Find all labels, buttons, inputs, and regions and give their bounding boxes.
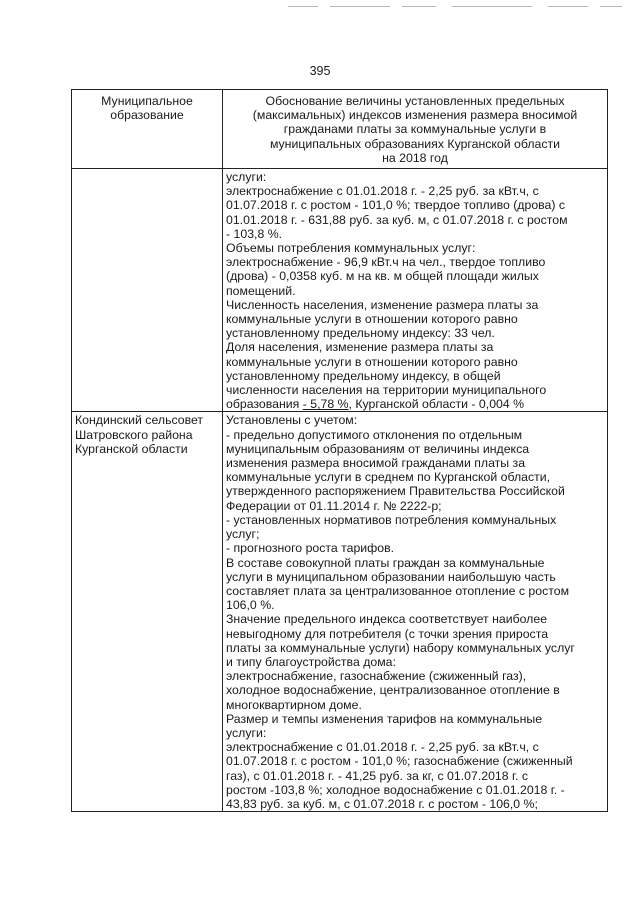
header-line: образование <box>110 108 184 123</box>
text-line: В составе совокупной платы граждан за коммунальные <box>226 555 545 570</box>
justification-cell <box>223 412 608 812</box>
text-line: установленному предельному индексу: 33 чел. <box>226 326 495 341</box>
text-line: составляет плата за централизованное отопление с ростом <box>226 583 570 598</box>
text-line: услуг; <box>226 527 260 542</box>
table-row <box>72 169 608 412</box>
text-line: - прогнозного роста тарифов. <box>226 541 395 556</box>
text-line: услуги: <box>226 170 267 185</box>
text-line: 01.07.2018 г. с ростом - 101,0 %; твердое топливо (дрова) с <box>226 198 566 213</box>
municipality-line: Курганской области <box>75 441 188 456</box>
text-line: газ), с 01.01.2018 г. - 41,25 руб. за кг, с 01.07.2018 г. с <box>226 768 528 783</box>
text-line: платы за коммунальные услуги) набору коммунальных услуг <box>226 640 575 655</box>
text-line: электроснабжение с 01.01.2018 г. - 2,25 руб. за кВт.ч, с <box>226 184 539 199</box>
header-line: (максимальных) индексов изменения размера вносимой <box>252 108 578 123</box>
text-line: 43,83 руб. за куб. м, с 01.07.2018 г. с ростом - 106,0 %; <box>226 796 538 811</box>
municipality-line: Шатровского района <box>75 427 193 442</box>
table-row <box>72 412 608 812</box>
text-line: Доля населения, изменение размера платы за <box>226 340 494 355</box>
text-line: - 103,8 %. <box>226 226 283 241</box>
header-line: на 2018 год <box>382 150 448 165</box>
text-line: 106,0 %. <box>226 598 275 613</box>
text-line: многоквартирном доме. <box>226 697 362 712</box>
text-line: Федерации от 01.11.2014 г. № 2222-р; <box>226 498 442 513</box>
text-line: коммунальные услуги в отношении которого равно <box>226 312 518 327</box>
text-line: коммунальные услуги в среднем по Курганской области, <box>226 470 551 485</box>
tariff-justification-table <box>71 89 608 812</box>
text-line: 01.07.2018 г. с ростом - 101,0 %; газоснабжение (сжиженный <box>226 754 573 769</box>
header-municipality <box>72 90 223 169</box>
page-number: 395 <box>309 64 331 78</box>
text-line: электроснабжение - 96,9 кВт.ч на чел., твердое топливо <box>226 255 546 270</box>
text-line: образования - 5,78 %, Курганской области - 0,004 % <box>226 397 525 412</box>
header-line: Обоснование величины установленных предельных <box>265 94 565 108</box>
text-line: Численность населения, изменение размера платы за <box>226 297 539 312</box>
text-line: установленному предельному индексу, в общей <box>226 368 501 383</box>
text-line: Значение предельного индекса соответствует наиболее <box>226 612 548 627</box>
text-line: Объемы потребления коммунальных услуг: <box>226 241 476 256</box>
scan-artifact-top <box>0 0 640 14</box>
text-line: Размер и темпы изменения тарифов на коммунальные <box>226 711 543 726</box>
text-line: помещений. <box>226 283 296 298</box>
municipality-cell <box>72 412 223 812</box>
text-line: услуги в муниципальном образовании наибольшую часть <box>226 569 556 584</box>
table-header-row <box>72 90 608 169</box>
text-line: численности населения на территории муниципального <box>226 383 547 398</box>
text-line: невыгодному для потребителя (с точки зрения прироста <box>226 626 549 641</box>
text-line: (дрова) - 0,0358 куб. м на кв. м общей площади жилых <box>226 269 539 284</box>
text-line: коммунальные услуги в отношении которого равно <box>226 354 518 369</box>
text-line: услуги: <box>226 725 267 740</box>
text-line: - предельно допустимого отклонения по отдельным <box>226 427 523 442</box>
text-line: ростом -103,8 %; холодное водоснабжение с 01.01.2018 г. - <box>226 782 565 797</box>
text-line: электроснабжение, газоснабжение (сжиженный газ), <box>226 669 527 684</box>
header-line: муниципальных образованиях Курганской области <box>269 136 561 151</box>
municipality-cell <box>72 169 223 412</box>
text-line: 01.01.2018 г. - 631,88 руб. за куб. м, с 01.07.2018 г. с ростом <box>226 212 568 227</box>
text-line: муниципальным образованиям от величины индекса <box>226 441 530 456</box>
text-line: Установлены с учетом: <box>226 413 358 428</box>
header-line: гражданами платы за коммунальные услуги в <box>283 122 547 137</box>
text-line: - установленных нормативов потребления коммунальных <box>226 512 557 527</box>
justification-cell <box>223 169 608 412</box>
header-line: Муниципальное <box>101 94 193 108</box>
text-line: электроснабжение с 01.01.2018 г. - 2,25 руб. за кВт.ч, с <box>226 740 539 755</box>
text-line: утвержденного распоряжением Правительства Российской <box>226 484 565 499</box>
text-line: и типу благоустройства дома: <box>226 654 396 669</box>
municipality-line: Кондинский сельсовет <box>75 413 204 428</box>
header-justification <box>223 90 608 169</box>
text-line: холодное водоснабжение, централизованное отопление в <box>226 683 560 698</box>
text-line: изменения размера вносимой гражданами платы за <box>226 456 526 471</box>
